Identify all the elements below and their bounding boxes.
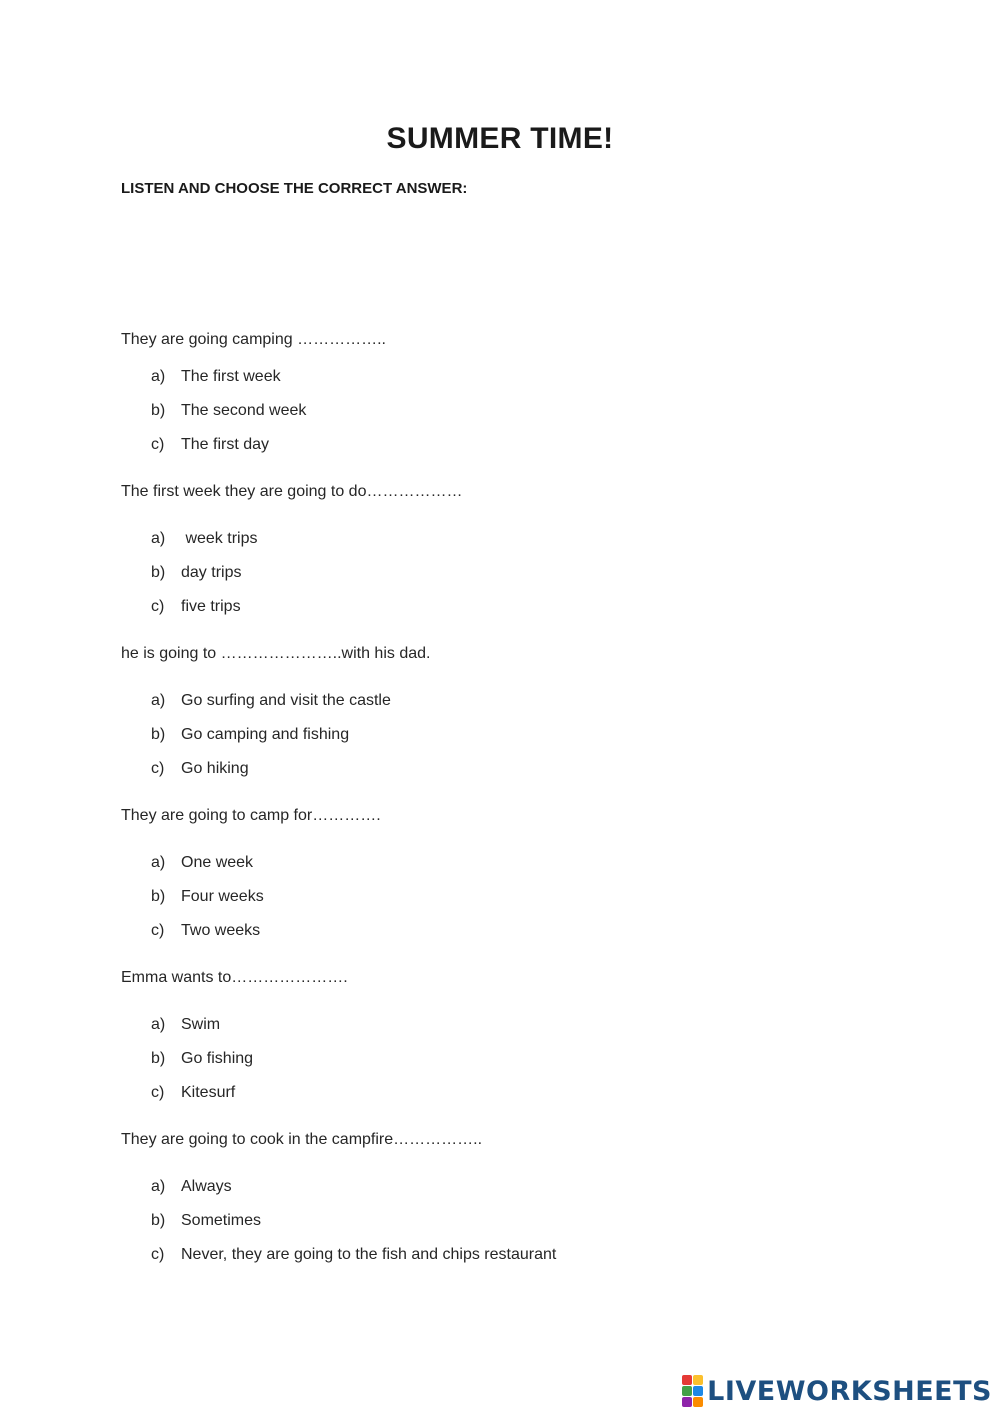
question-6-text: They are going to cook in the campfire…………….. (121, 1131, 483, 1148)
question-3-option-a[interactable] (151, 692, 391, 710)
question-5-option-b[interactable] (151, 1050, 253, 1068)
option-text: Four weeks (181, 888, 264, 905)
liveworksheets-logo[interactable] (682, 1375, 992, 1407)
option-letter: a) (151, 368, 166, 385)
question-5-option-c[interactable] (151, 1084, 235, 1102)
option-letter: a) (151, 1178, 166, 1195)
option-text: Go camping and fishing (181, 726, 350, 743)
question-2-option-c[interactable] (151, 598, 241, 616)
option-text: day trips (181, 564, 242, 581)
question-2-option-b[interactable] (151, 564, 241, 582)
option-letter: b) (151, 564, 166, 581)
option-text: Go surfing and visit the castle (181, 692, 391, 709)
question-4-option-c[interactable] (151, 922, 260, 940)
option-text: The first week (181, 368, 281, 385)
instruction-heading: LISTEN AND CHOOSE THE CORRECT ANSWER: (121, 180, 468, 197)
page-title: SUMMER TIME! (386, 122, 614, 155)
option-letter: a) (151, 854, 166, 871)
logo-square (682, 1397, 692, 1407)
question-3-text: he is going to …………………..with his dad. (121, 645, 431, 662)
question-1-option-b[interactable] (151, 402, 306, 420)
question-6-option-b[interactable] (151, 1212, 261, 1230)
option-letter: c) (151, 922, 165, 939)
question-4-option-b[interactable] (151, 888, 264, 906)
question-1-option-a[interactable] (151, 368, 281, 386)
question-4-option-a[interactable] (151, 854, 253, 872)
option-letter: c) (151, 760, 165, 777)
option-text: Go hiking (181, 760, 249, 777)
option-text: Sometimes (181, 1212, 262, 1229)
logo-square (682, 1375, 692, 1385)
question-5-option-a[interactable] (151, 1016, 220, 1034)
question-2-text: The first week they are going to do……………… (121, 483, 463, 500)
logo-square (693, 1375, 703, 1385)
option-letter: c) (151, 598, 165, 615)
option-text: Kitesurf (181, 1084, 236, 1101)
question-6-option-c[interactable] (151, 1246, 556, 1264)
option-text: The second week (181, 402, 307, 419)
option-letter: c) (151, 1084, 165, 1101)
option-letter: b) (151, 1212, 166, 1229)
logo-text: LIVEWORKSHEETS (707, 1375, 992, 1407)
logo-square (682, 1386, 692, 1396)
option-letter: c) (151, 1246, 165, 1263)
logo-square (693, 1397, 703, 1407)
logo-square (693, 1386, 703, 1396)
question-2-option-a[interactable] (151, 530, 257, 548)
liveworksheets-logo-icon (682, 1375, 703, 1407)
question-4-text: They are going to camp for…………. (121, 807, 381, 824)
option-text: five trips (181, 598, 241, 615)
option-text: Never, they are going to the fish and chips restaurant (181, 1246, 557, 1263)
question-6-option-a[interactable] (151, 1178, 232, 1196)
option-text: week trips (181, 530, 258, 547)
question-3-option-b[interactable] (151, 726, 349, 744)
option-letter: a) (151, 1016, 166, 1033)
option-letter: b) (151, 888, 166, 905)
option-text: Two weeks (181, 922, 261, 939)
option-letter: c) (151, 436, 165, 453)
option-letter: b) (151, 402, 166, 419)
option-text: Always (181, 1178, 232, 1195)
option-letter: a) (151, 692, 166, 709)
question-1-option-c[interactable] (151, 436, 269, 454)
question-5-text: Emma wants to…………………. (121, 969, 348, 986)
option-text: One week (181, 854, 254, 871)
option-letter: b) (151, 726, 166, 743)
option-text: Swim (181, 1016, 221, 1033)
option-letter: b) (151, 1050, 166, 1067)
option-letter: a) (151, 530, 166, 547)
question-1-text: They are going camping …………….. (121, 331, 386, 348)
option-text: The first day (181, 436, 270, 453)
option-text: Go fishing (181, 1050, 254, 1067)
question-3-option-c[interactable] (151, 760, 249, 778)
